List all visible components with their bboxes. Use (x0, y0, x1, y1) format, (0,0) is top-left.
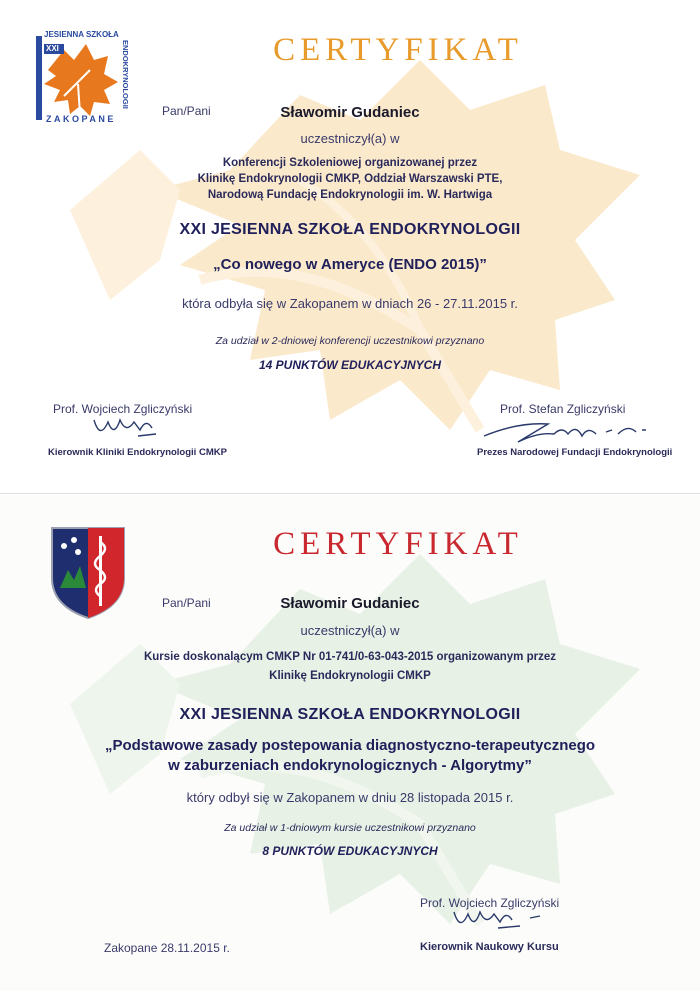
event-subject: „Co nowego w Ameryce (ENDO 2015)” (213, 256, 487, 273)
event-dates: która odbyła się w Zakopanem w dniach 26 - 27.11.2015 r. (182, 296, 518, 311)
signatory-role: Kierownik Naukowy Kursu (420, 941, 559, 953)
logo-side-text: ENDOKRYNOLOGII (121, 40, 130, 109)
recipient-name: Sławomir Gudaniec (280, 104, 420, 121)
place-and-date: Zakopane 28.11.2015 r. (104, 941, 230, 955)
signatory-left-role: Kierownik Kliniki Endokrynologii CMKP (48, 447, 227, 458)
signature-left (90, 412, 170, 442)
event-name: XXI JESIENNA SZKOŁA ENDOKRYNOLOGII (179, 706, 521, 723)
award-text: Za udział w 2-dniowej konferencji uczestnikowi przyznano (215, 335, 485, 347)
certificate-endo-2015 (0, 0, 700, 494)
signature (450, 904, 550, 936)
organizer-line-1: Konferencji Szkoleniowej organizowanej przez (222, 157, 478, 169)
award-text: Za udział w 1-dniowym kursie uczestnikowi przyznano (224, 822, 476, 834)
logo-roman-text: XXI (46, 44, 59, 53)
signatory-left-name: Prof. Wojciech Zgliczyński (53, 402, 193, 416)
education-points: 14 PUNKTÓW EDUKACYJNYCH (258, 358, 442, 372)
logo-bottom-text: ZAKOPANE (46, 114, 116, 124)
organizer-line-2: Klinikę Endokrynologii CMKP, Oddział Warszawski PTE, (197, 173, 503, 185)
organizer-line-2: Klinikę Endokrynologii CMKP (269, 670, 431, 682)
participation-text: uczestniczył(a) w (300, 623, 400, 638)
signatory-right-name: Prof. Stefan Zgliczyński (500, 402, 626, 416)
event-subject-line-1: „Podstawowe zasady postepowania diagnostyczno-terapeutycznego (104, 737, 596, 754)
salutation: Pan/Pani (162, 596, 211, 610)
event-name: XXI JESIENNA SZKOŁA ENDOKRYNOLOGII (179, 221, 521, 238)
logo-top-text: JESIENNA SZKOŁA (44, 30, 119, 39)
participation-text: uczestniczył(a) w (300, 131, 400, 146)
event-date: który odbył się w Zakopanem w dniu 28 listopada 2015 r. (186, 790, 514, 805)
recipient-name: Sławomir Gudaniec (280, 595, 420, 612)
salutation: Pan/Pani (162, 104, 211, 118)
organizer-line-3: Narodową Fundację Endokrynologii im. W. Hartwiga (207, 189, 493, 201)
signatory-right-role: Prezes Narodowej Fundacji Endokrynologii (477, 447, 673, 458)
event-subject-line-2: w zaburzeniach endokrynologicznych - Algorytmy” (168, 757, 532, 774)
certificate-title: CERTYFIKAT (273, 526, 523, 562)
certificate-course-2015 (0, 494, 700, 991)
certificate-title: CERTYFIKAT (273, 32, 523, 68)
signature-right (478, 412, 648, 448)
education-points: 8 PUNKTÓW EDUKACYJNYCH (262, 844, 438, 858)
organizer-line-1: Kursie doskonalącym CMKP Nr 01-741/0-63-043-2015 organizowanym przez (143, 651, 557, 663)
signatory-name: Prof. Wojciech Zgliczyński (420, 896, 560, 910)
